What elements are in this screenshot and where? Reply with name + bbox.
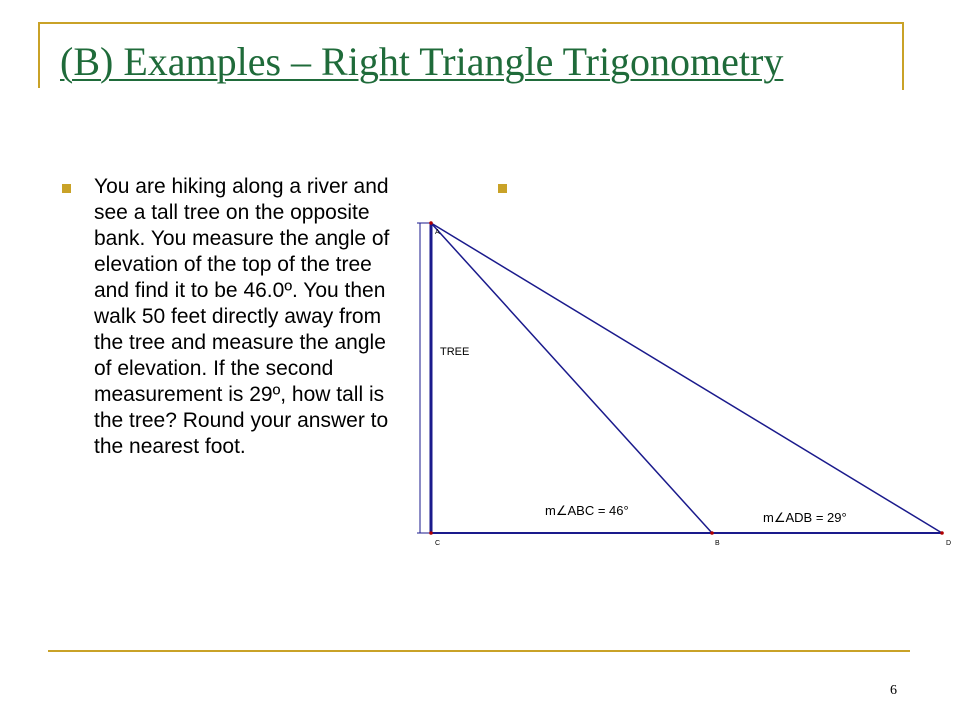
frame-top-rule [38,22,904,24]
point-c-marker [429,531,433,535]
bullet-square-icon [62,184,71,193]
point-a-label: A [435,229,440,236]
tree-label: TREE [440,346,470,358]
point-d-marker [940,531,944,535]
bullet-square-icon [498,184,507,193]
point-a-marker [429,221,433,225]
frame-right-rule [902,22,904,90]
point-d-label: D [946,540,952,547]
frame-left-rule [38,22,40,88]
slide-title: (B) Examples – Right Triangle Trigonometry [60,39,784,84]
page-number: 6 [890,683,897,698]
line-ab [431,223,712,533]
triangle-diagram [405,212,960,557]
frame-bottom-rule [48,650,910,652]
angle-adb-label: m∠ADB = 29° [763,510,847,525]
line-ad [431,223,942,533]
point-c-label: C [435,540,441,547]
point-b-label: B [715,540,720,547]
problem-text: You are hiking along a river and see a tall tree on the opposite bank. You measure the angle of elevation of the top of the tree and find it to be 46.0º. You then walk 50 feet directly away from the tree and measure the angle of elevation. If the second measurement is 29º, how tall is the tree? Round your answer to the nearest foot. [94,175,390,458]
point-b-marker [710,531,714,535]
angle-abc-label: m∠ABC = 46° [545,503,629,518]
